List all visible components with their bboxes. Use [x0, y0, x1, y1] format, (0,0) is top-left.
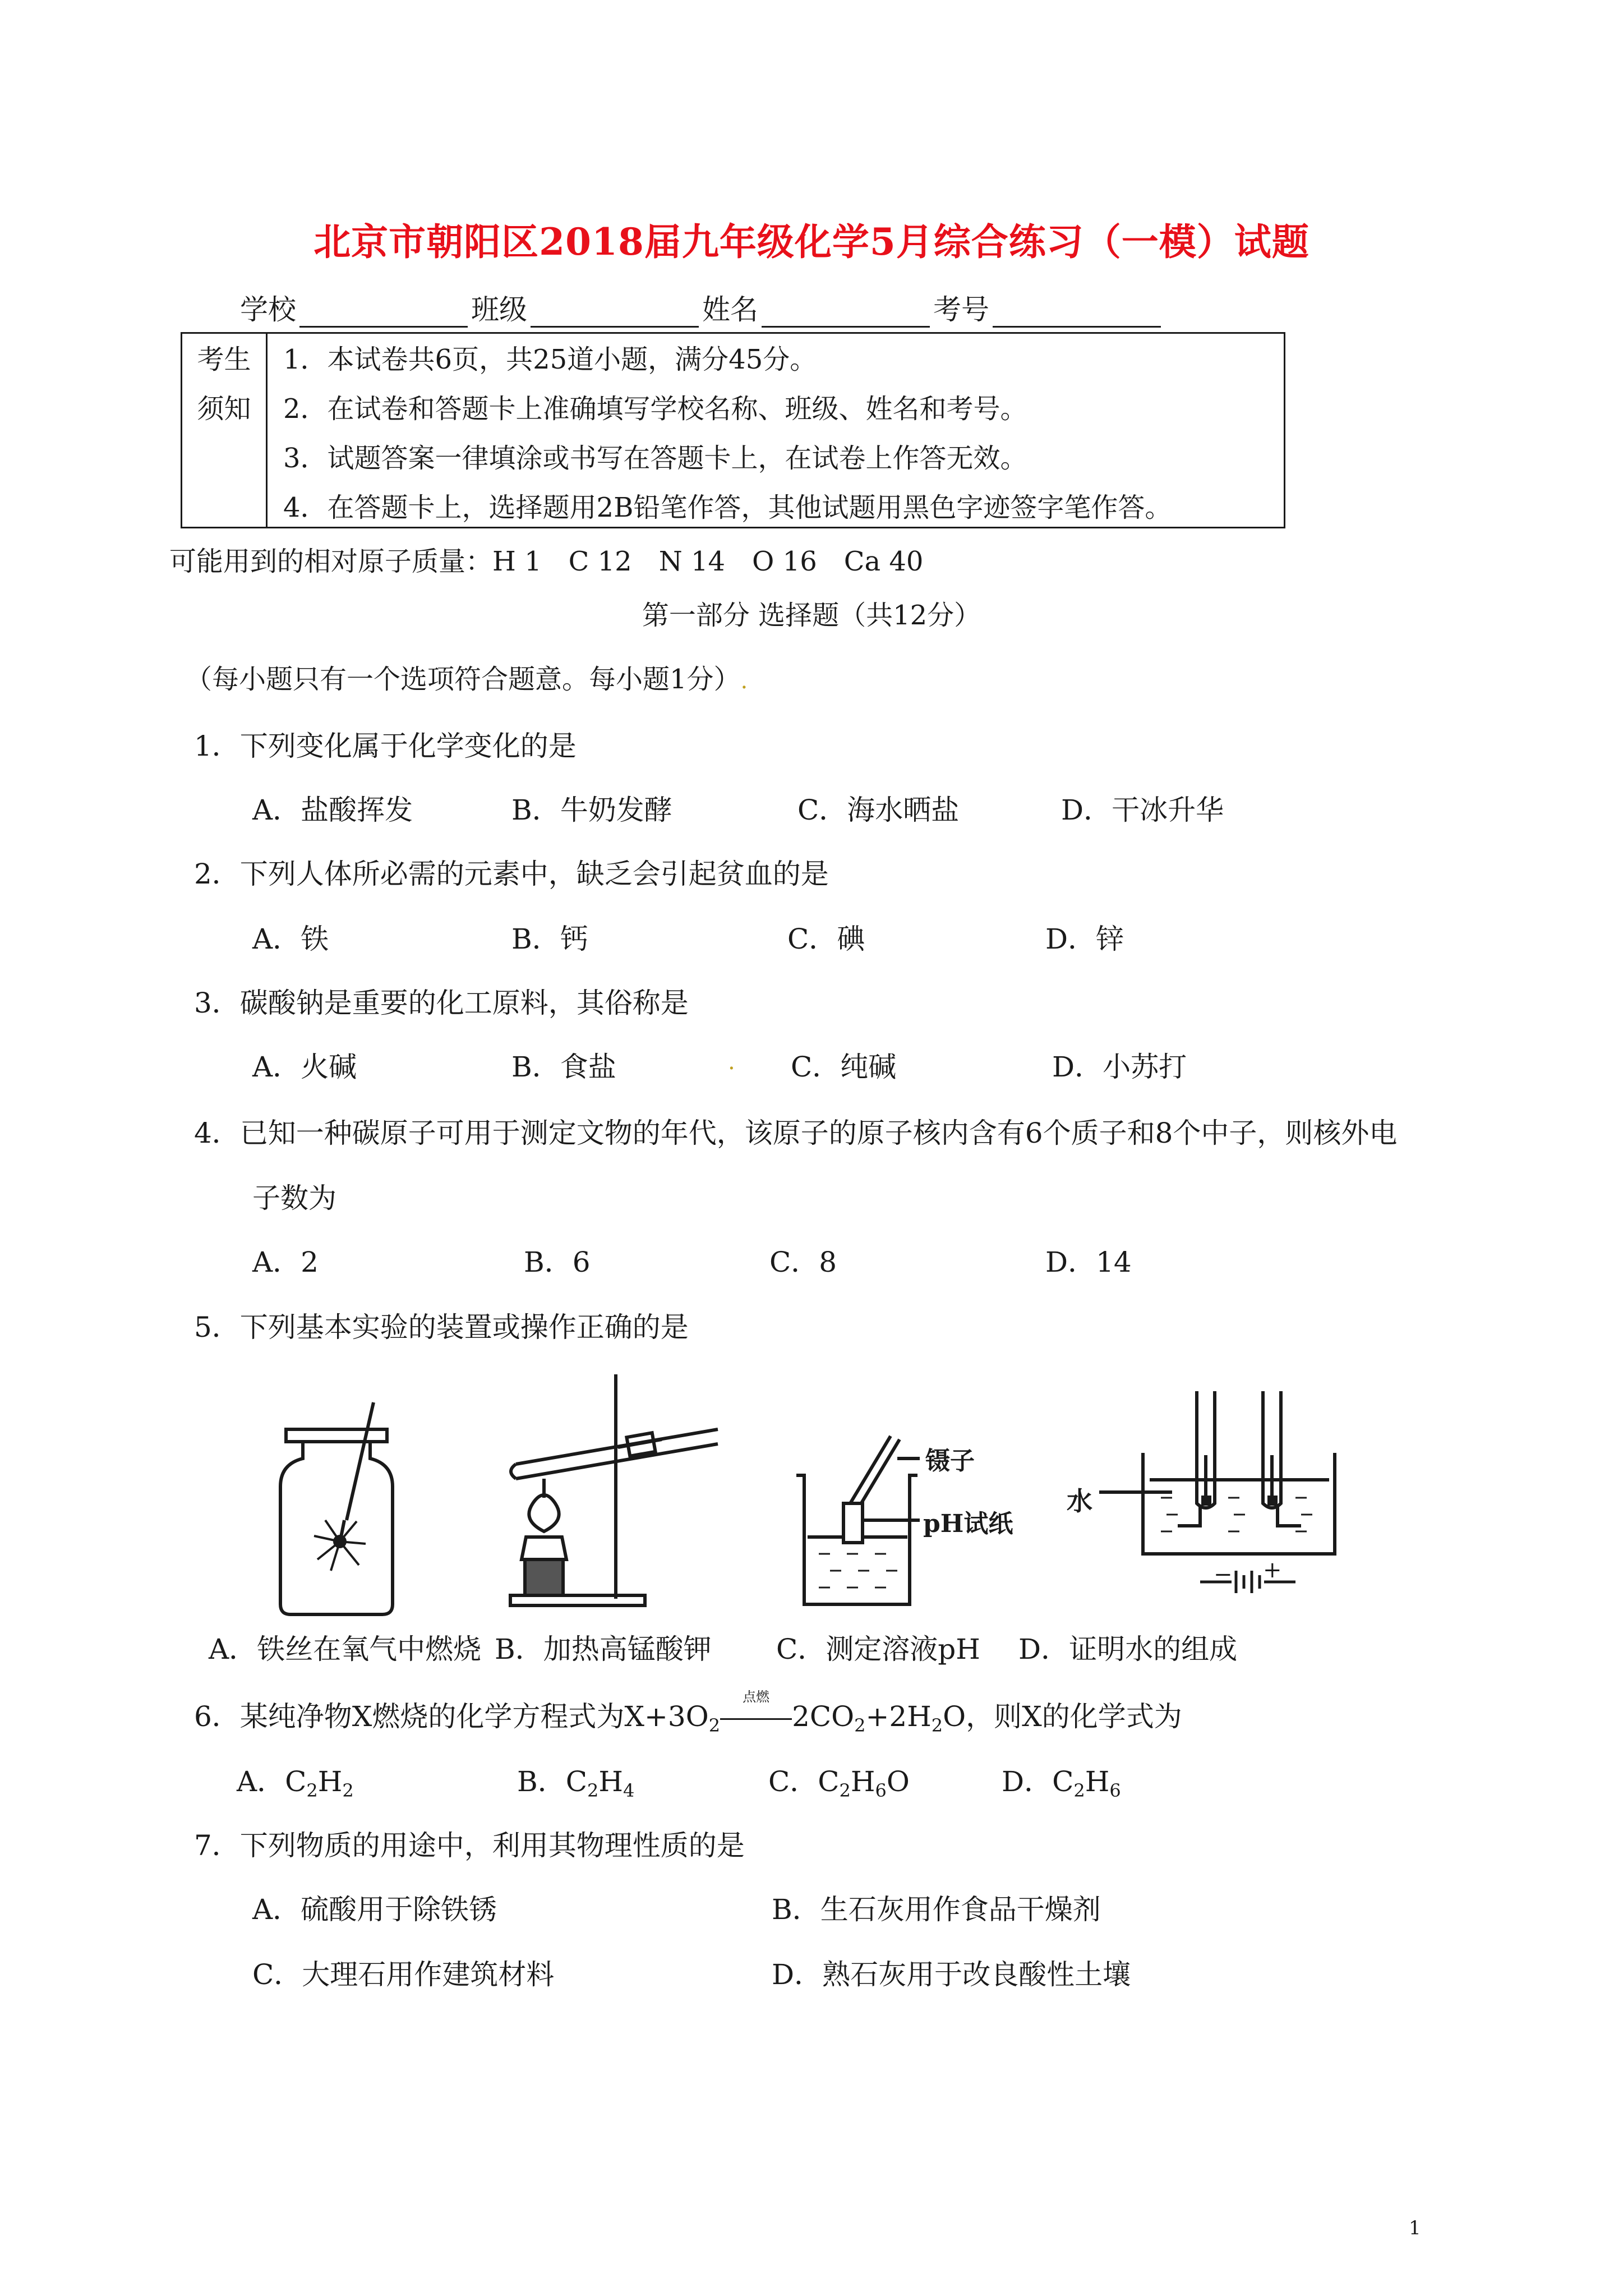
- question-7-option-b[interactable]: B．生石灰用作食品干燥剂: [772, 1893, 1101, 1926]
- formula-part: H: [598, 1765, 623, 1798]
- equation-part: +2H: [865, 1700, 932, 1733]
- formula-part: C．C: [768, 1765, 840, 1798]
- formula-part: H: [317, 1765, 343, 1798]
- notice-item: 4．在答题卡上，选择题用2B铅笔作答，其他试题用黑色字迹签字笔作答。: [283, 492, 1172, 523]
- formula-sub: 6: [875, 1780, 887, 1801]
- formula-part: B．C: [517, 1765, 587, 1798]
- part1-instruction: [185, 657, 748, 696]
- field-line-number[interactable]: [993, 300, 1161, 328]
- notice-item: 2．在试卷和答题卡上准确填写学校名称、班级、姓名和考号。: [283, 393, 1027, 425]
- question-6-option-d[interactable]: [1002, 1759, 1121, 1801]
- question-6-stem: [194, 1689, 1182, 1736]
- question-7-option-c[interactable]: C．大理石用作建筑材料: [252, 1958, 555, 1991]
- part1-title: 第一部分 选择题（共12分）: [642, 600, 981, 631]
- question-7-stem: 7．下列物质的用途中，利用其物理性质的是: [194, 1829, 745, 1862]
- field-label-number: 考号: [933, 293, 989, 326]
- formula-sub: 2: [342, 1780, 354, 1801]
- question-3-option-c[interactable]: C．纯碱: [791, 1051, 897, 1083]
- question-4-option-b[interactable]: B．6: [524, 1246, 591, 1278]
- field-line-school[interactable]: [299, 300, 468, 328]
- equation-suffix: O，则X的化学式为: [943, 1700, 1182, 1733]
- atomic-masses: 可能用到的相对原子质量：H 1 C 12 N 14 O 16 Ca 40: [169, 546, 924, 577]
- label-tweezers: 镊子: [925, 1447, 975, 1475]
- question-4-stem-line1: 4．已知一种碳原子可用于测定文物的年代，该原子的原子核内含有6个质子和8个中子，则核外电: [194, 1117, 1398, 1149]
- question-4-option-a[interactable]: A．2: [252, 1246, 319, 1278]
- page-number: 1: [1409, 2217, 1421, 2239]
- field-line-class[interactable]: [531, 300, 699, 328]
- label-battery-plus: +: [1263, 1557, 1282, 1583]
- notice-head-line1: 考生: [197, 344, 251, 375]
- notice-box: [181, 332, 1285, 528]
- question-1-option-a[interactable]: A．盐酸挥发: [252, 794, 413, 826]
- figure-d-water-electrolysis: [1066, 1386, 1357, 1599]
- question-6-option-c[interactable]: [768, 1759, 910, 1801]
- formula-part: A．C: [237, 1765, 307, 1798]
- label-battery-minus: −: [1214, 1562, 1233, 1588]
- label-ph-paper: pH试纸: [923, 1510, 1013, 1538]
- question-2-option-d[interactable]: D．锌: [1045, 923, 1124, 955]
- equation-bar: [720, 1718, 792, 1720]
- notice-head-line2: 须知: [197, 393, 251, 425]
- notice-items: [268, 334, 1284, 527]
- formula-sub: 6: [1109, 1780, 1121, 1801]
- formula-sub: 2: [1073, 1780, 1085, 1801]
- question-4-option-c[interactable]: C．8: [769, 1246, 837, 1278]
- formula-sub: 2: [587, 1780, 599, 1801]
- question-2-stem: 2．下列人体所必需的元素中，缺乏会引起贫血的是: [194, 858, 829, 890]
- equation-sub: 2: [854, 1715, 866, 1736]
- formula-sub: 2: [306, 1780, 318, 1801]
- notice-head: [182, 334, 268, 527]
- field-label-class: 班级: [471, 293, 527, 326]
- question-5-stem: 5．下列基本实验的装置或操作正确的是: [194, 1311, 689, 1343]
- question-6-option-b[interactable]: [517, 1759, 634, 1801]
- equation-condition: 点燃: [743, 1689, 770, 1705]
- formula-sub: 2: [839, 1780, 851, 1801]
- question-5-option-a[interactable]: A．铁丝在氧气中燃烧: [209, 1633, 482, 1665]
- question-4-stem-line2: 子数为: [252, 1182, 336, 1214]
- formula-part: D．C: [1002, 1765, 1074, 1798]
- question-7-option-a[interactable]: A．硫酸用于除铁锈: [252, 1893, 497, 1926]
- field-label-school: 学校: [240, 293, 296, 326]
- formula-sub: 4: [623, 1780, 635, 1801]
- formula-part: O: [886, 1765, 910, 1798]
- question-7-option-d[interactable]: D．熟石灰用于改良酸性土壤: [772, 1958, 1131, 1991]
- notice-item: 3．试题答案一律填涂或书写在答题卡上，在试卷上作答无效。: [283, 443, 1027, 474]
- figure-a-iron-wire-burning: [264, 1397, 409, 1621]
- question-2-option-a[interactable]: A．铁: [252, 923, 329, 955]
- question-1-option-c[interactable]: C．海水晒盐: [797, 794, 960, 826]
- question-6-option-a[interactable]: [237, 1759, 354, 1801]
- stray-dot: .: [740, 668, 748, 694]
- field-label-name: 姓名: [702, 293, 758, 326]
- question-3-option-d[interactable]: D．小苏打: [1052, 1051, 1187, 1083]
- equation-condition-arrow: [720, 1689, 792, 1733]
- stray-dot: .: [728, 1049, 735, 1075]
- field-line-name[interactable]: [762, 300, 930, 328]
- equation-part: 2CO: [792, 1700, 855, 1733]
- formula-part: H: [1085, 1765, 1110, 1798]
- student-info-fields: [240, 287, 1164, 328]
- question-1-option-d[interactable]: D．干冰升华: [1061, 794, 1224, 826]
- notice-item: 1．本试卷共6页，共25道小题，满分45分。: [283, 344, 817, 375]
- question-3-option-b[interactable]: B．食盐: [511, 1051, 616, 1083]
- equation-sub: 2: [708, 1715, 721, 1736]
- question-3-stem: 3．碳酸钠是重要的化工原料，其俗称是: [194, 987, 689, 1019]
- page-title: 北京市朝阳区2018届九年级化学5月综合练习（一模）试题: [313, 220, 1310, 264]
- question-3-option-a[interactable]: A．火碱: [252, 1051, 357, 1083]
- question-5-option-c[interactable]: C．测定溶液pH: [776, 1633, 980, 1665]
- question-5-option-b[interactable]: B．加热高锰酸钾: [495, 1633, 712, 1665]
- label-water: 水: [1067, 1486, 1092, 1516]
- question-1-stem: 1．下列变化属于化学变化的是: [194, 730, 577, 762]
- part1-instruction-text: （每小题只有一个选项符合题意。每小题1分）: [185, 664, 741, 695]
- formula-part: H: [850, 1765, 875, 1798]
- question-4-option-d[interactable]: D．14: [1045, 1246, 1132, 1278]
- question-5-option-d[interactable]: D．证明水的组成: [1018, 1633, 1238, 1665]
- question-2-option-b[interactable]: B．钙: [511, 923, 588, 955]
- question-2-option-c[interactable]: C．碘: [787, 923, 865, 955]
- figure-b-heating-kmno4: [494, 1369, 729, 1616]
- equation-prefix: 6．某纯净物X燃烧的化学方程式为X+3O: [194, 1700, 709, 1733]
- equation-sub: 2: [931, 1715, 943, 1736]
- question-1-option-b[interactable]: B．牛奶发酵: [511, 794, 672, 826]
